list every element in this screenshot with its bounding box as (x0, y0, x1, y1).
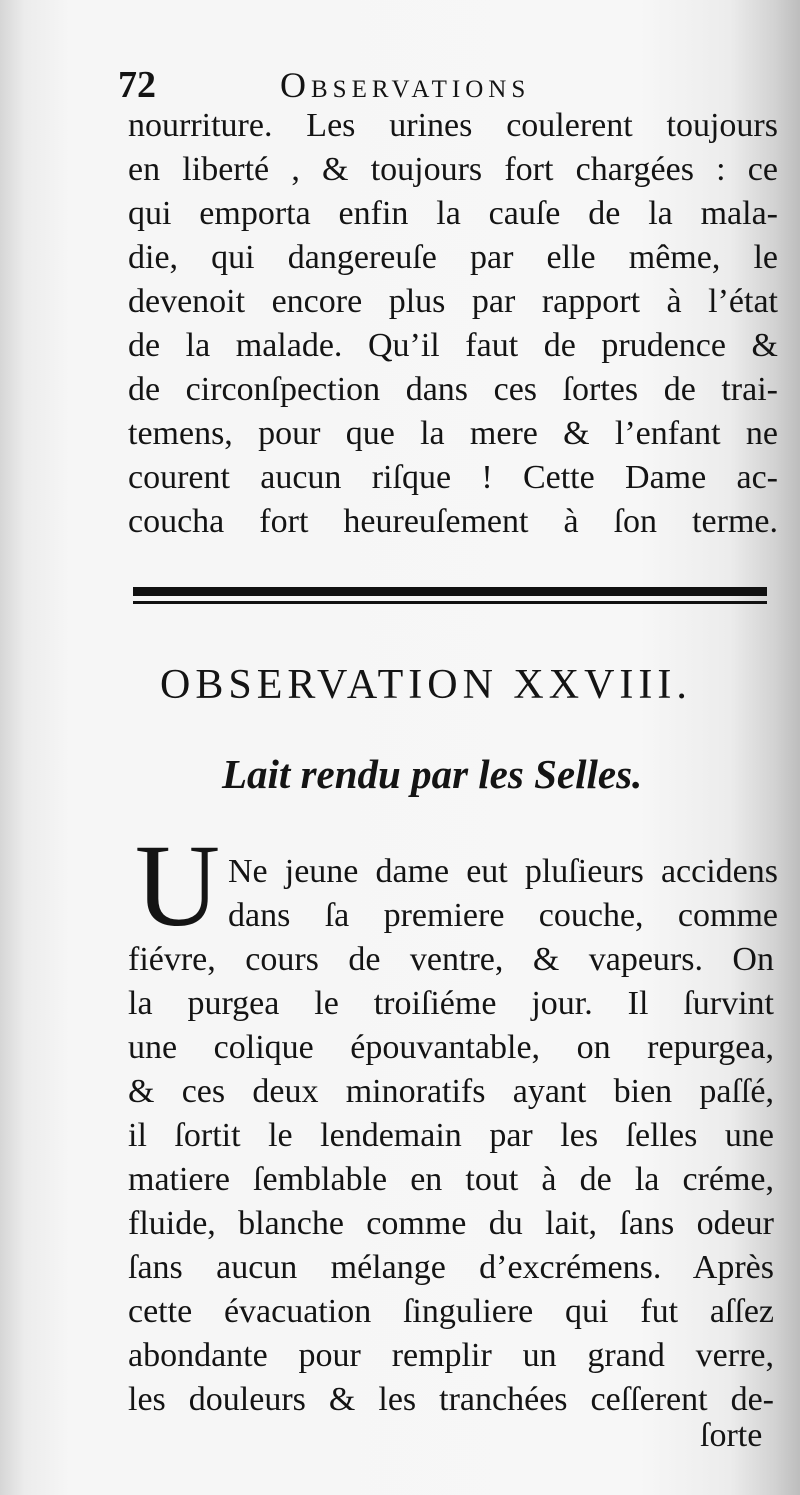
running-head-title: Observations (280, 65, 531, 105)
text-line: les douleurs & les tranchées ceſſerent de- (128, 1381, 774, 1418)
text-line: fluide, blanche comme du lait, ſans odeur (128, 1205, 774, 1242)
text-line: nourriture. Les urines coulerent toujours (128, 107, 778, 144)
text-line: il ſortit le lendemain par les ſelles une (128, 1117, 774, 1154)
text-line: une colique épouvantable, on repurgea, (128, 1029, 774, 1066)
text-line: dans ſa premiere couche, comme (228, 897, 778, 934)
text-line: Ne jeune dame eut pluſieurs accidens (228, 853, 778, 890)
observation-subtitle: Lait rendu par les Selles. (222, 751, 643, 797)
text-line: coucha fort heureuſement à ſon terme. (128, 503, 778, 540)
text-line: matiere ſemblable en tout à de la créme, (128, 1161, 774, 1198)
text-line: die, qui dangereuſe par elle même, le (128, 239, 778, 276)
observation-first-lines (228, 850, 778, 938)
text-line: en liberté , & toujours fort chargées : ce (128, 151, 778, 188)
text-line: cette évacuation ſinguliere qui fut aſſez (128, 1293, 774, 1330)
section-rule-thick (133, 587, 767, 596)
observation-body-text (128, 938, 774, 1422)
text-line: devenoit encore plus par rapport à l’état (128, 283, 778, 320)
text-line: temens, pour que la mere & l’enfant ne (128, 415, 778, 452)
text-line: courent aucun riſque ! Cette Dame ac- (128, 459, 778, 496)
page-number: 72 (118, 64, 156, 106)
previous-observation-text (128, 104, 778, 544)
text-line: ſans aucun mélange d’excrémens. Après (128, 1249, 774, 1286)
text-line: qui emporta enfin la cauſe de la mala- (128, 195, 778, 232)
text-line: abondante pour remplir un grand verre, (128, 1337, 774, 1374)
section-rule-thin (133, 601, 767, 604)
drop-cap: U (134, 820, 221, 951)
catchword: ſorte (700, 1417, 763, 1454)
text-line: la purgea le troiſiéme jour. Il ſurvint (128, 985, 774, 1022)
observation-heading: OBSERVATION XXVIII. (160, 662, 692, 708)
text-line: de la malade. Qu’il faut de prudence & (128, 327, 778, 364)
text-line: fiévre, cours de ventre, & vapeurs. On (128, 941, 774, 978)
running-head (118, 60, 718, 110)
text-line: & ces deux minoratifs ayant bien paſſé, (128, 1073, 774, 1110)
text-line: de circonſpection dans ces ſortes de trai- (128, 371, 778, 408)
